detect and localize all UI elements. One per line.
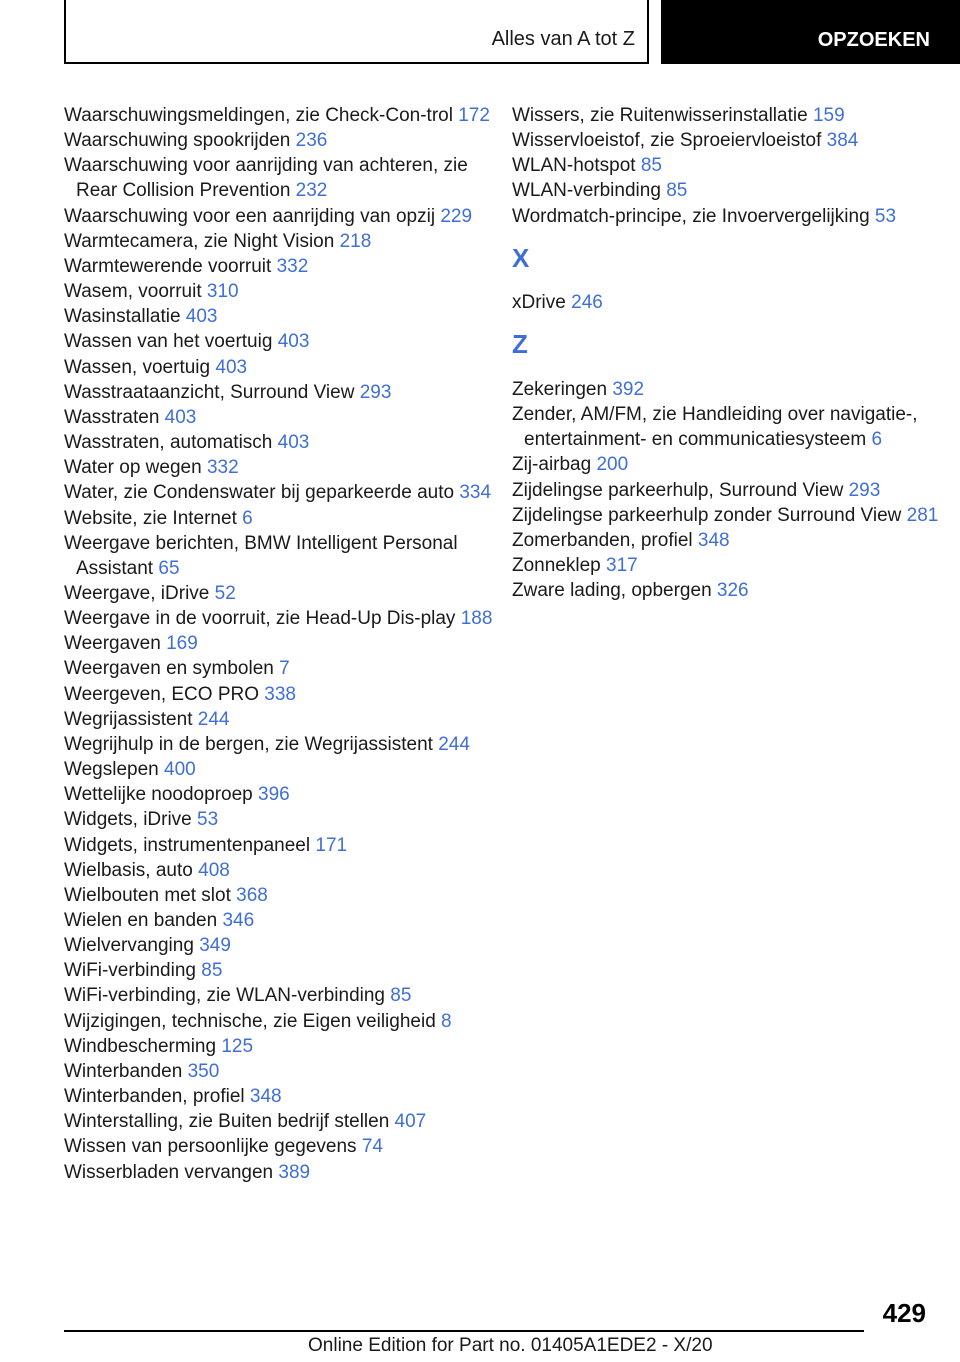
entry-text: Wasinstallatie	[64, 306, 181, 328]
page-link[interactable]: 8	[441, 1010, 452, 1032]
index-entry	[64, 983, 504, 1008]
index-entry	[512, 290, 942, 315]
entry-text: Wettelijke noodoproep	[64, 784, 253, 806]
index-entry	[512, 128, 942, 153]
page-link[interactable]: 85	[201, 960, 223, 982]
index-entry	[64, 1160, 504, 1185]
page-link[interactable]: 200	[596, 454, 629, 476]
entry-text: Weergave berichten, BMW Intelligent Personal Assistant	[64, 532, 458, 579]
entry-text: Zijdelingse parkeerhulp zonder Surround View	[512, 504, 902, 526]
index-entry	[512, 478, 942, 503]
entry-text: Wasstraten, automatisch	[64, 432, 273, 454]
page-link[interactable]: 408	[198, 859, 230, 881]
page-link[interactable]: 349	[199, 935, 231, 957]
page-link[interactable]: 188	[460, 608, 493, 630]
index-entry	[64, 128, 504, 153]
index-entry	[64, 506, 504, 531]
page-link[interactable]: 368	[236, 884, 268, 906]
entry-text: Wassen van het voertuig	[64, 331, 273, 353]
header-frame	[64, 0, 649, 64]
entry-text: WLAN-hotspot	[512, 155, 636, 177]
page-link[interactable]: 384	[826, 130, 859, 152]
page-link[interactable]: 85	[390, 985, 412, 1007]
index-entry	[64, 858, 504, 883]
entry-text: Wisserbladen vervangen	[64, 1161, 274, 1183]
index-entry	[64, 204, 504, 229]
entry-text: Winterstalling, zie Buiten bedrijf stellen	[64, 1111, 390, 1133]
entry-text: WiFi-verbinding, zie WLAN-verbinding	[64, 985, 385, 1007]
page-link[interactable]: 348	[249, 1086, 282, 1108]
page-link[interactable]: 85	[640, 155, 662, 177]
entry-text: Wegrijhulp in de bergen, zie Wegrijassistent	[64, 733, 433, 755]
page-link[interactable]: 350	[187, 1060, 220, 1082]
index-entry	[64, 782, 504, 807]
page-number: 429	[882, 1298, 926, 1328]
page-link[interactable]: 125	[221, 1035, 254, 1057]
page-link[interactable]: 346	[222, 910, 255, 931]
entry-text: Wegrijassistent	[64, 708, 193, 730]
entry-text: Wisservloeistof, zie Sproeiervloeistof	[512, 130, 822, 152]
index-entry	[64, 883, 504, 908]
entry-text: Wijzigingen, technische, zie Eigen veiligheid	[64, 1010, 436, 1032]
entry-text: Wordmatch-principe, zie Invoervergelijking	[512, 205, 870, 227]
entry-text: Water, zie Condenswater bij geparkeerde auto	[64, 482, 455, 504]
entry-text: Zij-airbag	[512, 454, 592, 476]
page-link[interactable]: 400	[164, 759, 196, 781]
index-entry	[64, 430, 504, 455]
index-entry	[64, 355, 504, 380]
index-entry	[64, 405, 504, 430]
page-link[interactable]: 317	[606, 555, 638, 577]
index-entry	[64, 631, 504, 656]
entry-text: Zonneklep	[512, 555, 601, 577]
index-letter-x: X	[512, 242, 530, 273]
index-entry	[64, 757, 504, 782]
entry-text: Wissers, zie Ruitenwisserinstallatie	[512, 105, 808, 126]
page-link[interactable]: 403	[164, 406, 197, 428]
entry-text: Wasem, voorruit	[64, 281, 202, 303]
entry-text: Wielen en banden	[64, 910, 218, 931]
entry-text: Wegslepen	[64, 759, 159, 781]
entry-text: Zware lading, opbergen	[512, 580, 712, 602]
page-link[interactable]: 310	[206, 281, 239, 303]
index-entry	[512, 553, 942, 578]
index-entry	[64, 380, 504, 405]
page-link[interactable]: 403	[277, 331, 310, 353]
page-link[interactable]: 332	[206, 457, 239, 479]
index-entry	[512, 103, 942, 128]
page-link[interactable]: 52	[214, 582, 236, 604]
page-link[interactable]: 169	[166, 633, 198, 655]
index-entry	[512, 178, 942, 203]
page-link[interactable]: 6	[871, 429, 883, 451]
page-link[interactable]: 338	[264, 683, 296, 705]
entry-text: WiFi-verbinding	[64, 960, 196, 982]
entry-text: Water op wegen	[64, 457, 202, 479]
page-link[interactable]: 53	[197, 809, 219, 831]
entry-text: Waarschuwing voor aanrijding van achteren, zie Rear Collision Prevention	[64, 155, 468, 202]
index-entry	[64, 254, 504, 279]
entry-text: Weergave, iDrive	[64, 582, 210, 604]
page-link[interactable]: 293	[359, 381, 392, 403]
entry-text: Wielvervanging	[64, 935, 194, 957]
index-column-right	[512, 103, 942, 603]
index-entry	[64, 656, 504, 681]
entry-text: WLAN-verbinding	[512, 180, 661, 202]
entry-text: Wielbasis, auto	[64, 859, 193, 881]
page-link[interactable]: 171	[315, 834, 348, 856]
page-link[interactable]: 392	[612, 378, 645, 400]
page-link[interactable]: 403	[185, 306, 218, 328]
index-entry	[64, 908, 504, 933]
index-entry	[512, 578, 942, 603]
index-entry	[512, 402, 942, 452]
index-entry	[64, 153, 504, 203]
index-entry	[512, 204, 942, 229]
entry-text: Wassen, voertuig	[64, 356, 211, 378]
entry-text: Warmtewerende voorruit	[64, 255, 272, 277]
entry-text: Website, zie Internet	[64, 507, 237, 529]
page-link[interactable]: 332	[276, 255, 309, 277]
entry-text: Weergaven	[64, 633, 161, 655]
index-entry	[512, 153, 942, 178]
page-link[interactable]: 407	[394, 1111, 427, 1133]
index-entry	[64, 606, 504, 631]
page-link[interactable]: 293	[848, 479, 881, 501]
page-link[interactable]: 65	[158, 557, 180, 579]
entry-text: Winterbanden, profiel	[64, 1086, 245, 1108]
section-title: Alles van A tot Z	[491, 28, 635, 50]
entry-text: Wasstraataanzicht, Surround View	[64, 381, 355, 403]
entry-text: Weergeven, ECO PRO	[64, 683, 260, 705]
index-entry	[64, 229, 504, 254]
index-entry	[512, 528, 942, 553]
page-link[interactable]: 232	[295, 180, 328, 202]
entry-text: Zijdelingse parkeerhulp, Surround View	[512, 479, 844, 501]
index-entry	[64, 833, 504, 858]
page-link[interactable]: 403	[277, 432, 310, 454]
index-entry	[64, 707, 504, 732]
index-entry	[512, 452, 942, 477]
index-entry	[64, 329, 504, 354]
page-link[interactable]: 389	[278, 1161, 311, 1183]
entry-text: Warmtecamera, zie Night Vision	[64, 230, 335, 252]
index-entry	[64, 732, 504, 757]
page-link[interactable]: 244	[197, 708, 230, 730]
page-link[interactable]: 236	[295, 130, 328, 152]
page-link[interactable]: 281	[906, 504, 939, 526]
entry-text: Widgets, instrumentenpaneel	[64, 834, 311, 856]
page-link[interactable]: 334	[459, 482, 492, 504]
index-entry	[64, 455, 504, 480]
entry-text: Waarschuwingsmeldingen, zie Check-Con-trol	[64, 105, 453, 126]
entry-text: Winterbanden	[64, 1060, 183, 1082]
index-entry	[64, 531, 504, 581]
page-link[interactable]: 396	[258, 784, 290, 806]
index-entry	[64, 1059, 504, 1084]
entry-text: Wielbouten met slot	[64, 884, 231, 906]
entry-text: Zomerbanden, profiel	[512, 529, 693, 551]
index-entry	[64, 1084, 504, 1109]
entry-text: Wissen van persoonlijke gegevens	[64, 1136, 357, 1158]
page-link[interactable]: 159	[812, 105, 845, 126]
entry-text: Weergave in de voorruit, zie Head-Up Dis-play	[64, 608, 456, 630]
index-letter-z: Z	[512, 328, 528, 359]
page-link[interactable]: 7	[279, 658, 290, 680]
page-link[interactable]: 244	[438, 733, 470, 755]
index-entry	[64, 958, 504, 983]
index-entry	[64, 279, 504, 304]
footer-divider	[64, 1330, 864, 1332]
page-link[interactable]: 172	[458, 105, 490, 126]
index-entry	[64, 103, 504, 128]
page-link[interactable]: 246	[571, 291, 603, 313]
entry-text: Windbescherming	[64, 1035, 217, 1057]
page-link[interactable]: 53	[874, 205, 897, 227]
page-link[interactable]: 74	[361, 1136, 383, 1158]
index-entry	[64, 1034, 504, 1059]
page-link[interactable]: 6	[242, 507, 253, 529]
index-entry	[64, 682, 504, 707]
page-link[interactable]: 85	[666, 180, 688, 202]
index-entry	[64, 933, 504, 958]
index-column-left	[64, 103, 504, 1185]
entry-text: Wasstraten	[64, 406, 160, 428]
page-link[interactable]: 326	[716, 580, 749, 602]
entry-text: Waarschuwing voor een aanrijding van opzij	[64, 205, 436, 227]
index-entry	[64, 304, 504, 329]
index-entry	[64, 581, 504, 606]
entry-text: Weergaven en symbolen	[64, 658, 274, 680]
page-link[interactable]: 229	[440, 205, 473, 227]
index-entry	[64, 807, 504, 832]
index-entry	[64, 1009, 504, 1034]
page-link[interactable]: 348	[697, 529, 730, 551]
tab-opzoeken[interactable]: OPZOEKEN	[661, 0, 960, 64]
edition-footer: Online Edition for Part no. 01405A1EDE2 - X/20	[308, 1335, 713, 1356]
index-entry	[64, 480, 504, 505]
entry-text: Widgets, iDrive	[64, 809, 192, 831]
index-entry	[64, 1134, 504, 1159]
entry-text: xDrive	[512, 291, 566, 313]
index-entry	[512, 377, 942, 402]
index-entry	[64, 1109, 504, 1134]
entry-text: Zender, AM/FM, zie Handleiding over navigatie-, entertainment- en communicatiesysteem	[512, 404, 918, 451]
page-link[interactable]: 403	[215, 356, 248, 378]
entry-text: Zekeringen	[512, 378, 608, 400]
index-entry	[512, 503, 942, 528]
page-link[interactable]: 218	[339, 230, 372, 252]
entry-text: Waarschuwing spookrijden	[64, 130, 291, 152]
